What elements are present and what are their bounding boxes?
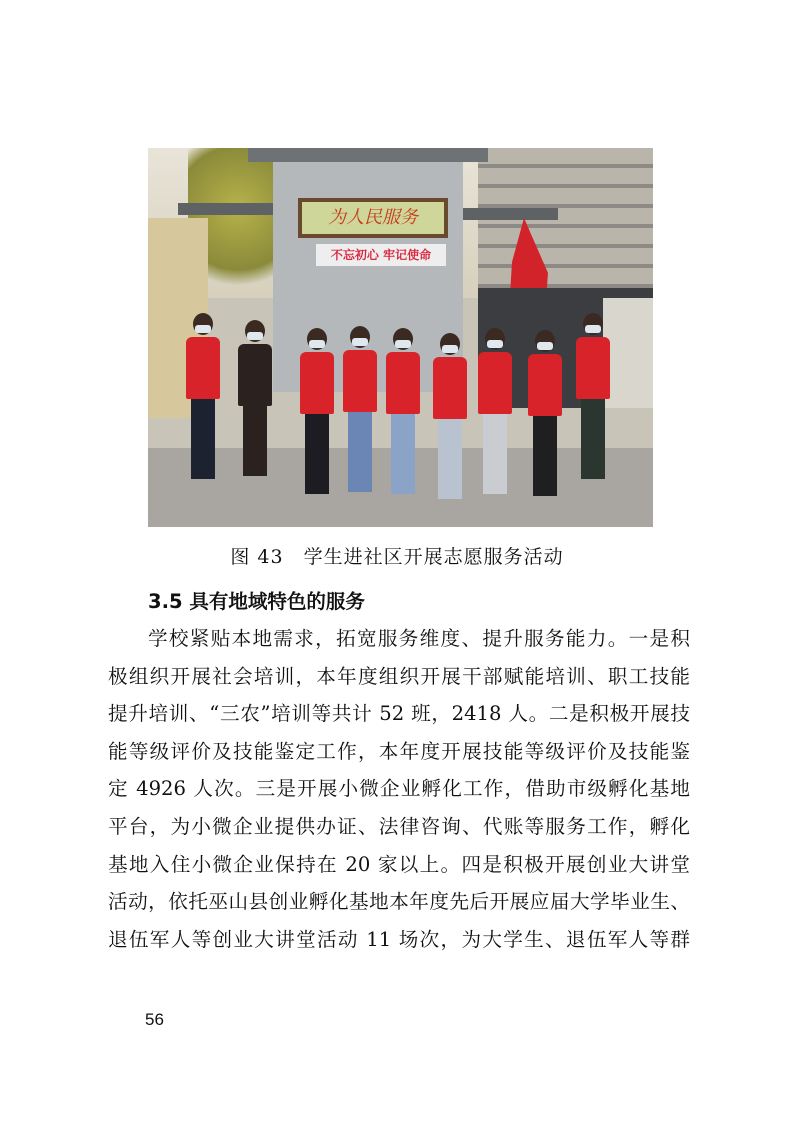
paragraph-line: 提升培训、“三农”培训等共计 52 班，2418 人。二是积极开展技 bbox=[108, 702, 690, 726]
gate-side-roof bbox=[178, 203, 288, 215]
sign-main: 为人民服务 bbox=[298, 198, 448, 238]
paragraph-line: 基地入住小微企业保持在 20 家以上。四是积极开展创业大讲堂 bbox=[108, 852, 690, 876]
paragraph-line: 活动，依托巫山县创业孵化基地本年度先后开展应届大学毕业生、 bbox=[108, 890, 690, 914]
gate-side-roof-right bbox=[448, 208, 558, 220]
figure-caption: 图 43 学生进社区开展志愿服务活动 bbox=[230, 546, 564, 568]
paragraph-line: 定 4926 人次。三是开展小微企业孵化工作，借助市级孵化基地 bbox=[108, 777, 690, 801]
paragraph-line: 极组织开展社会培训，本年度组织开展干部赋能培训、职工技能 bbox=[108, 664, 690, 688]
paragraph-line: 学校紧贴本地需求，拓宽服务维度、提升服务能力。一是积 bbox=[148, 627, 690, 650]
section-heading: 3.5 具有地域特色的服务 bbox=[148, 590, 365, 613]
page-number: 56 bbox=[145, 1010, 164, 1029]
paragraph-line: 平台，为小微企业提供办证、法律咨询、代账等服务工作，孵化 bbox=[108, 814, 690, 838]
body-paragraph bbox=[108, 620, 690, 958]
volunteer-activity-photo bbox=[148, 148, 653, 527]
sign-slogan: 不忘初心 牢记使命 bbox=[316, 244, 446, 266]
gate-roof bbox=[248, 148, 488, 162]
paragraph-line: 能等级评价及技能鉴定工作，本年度开展技能等级评价及技能鉴 bbox=[108, 739, 690, 763]
paragraph-line: 退伍军人等创业大讲堂活动 11 场次，为大学生、退伍军人等群 bbox=[108, 927, 690, 951]
white-van bbox=[603, 298, 653, 408]
